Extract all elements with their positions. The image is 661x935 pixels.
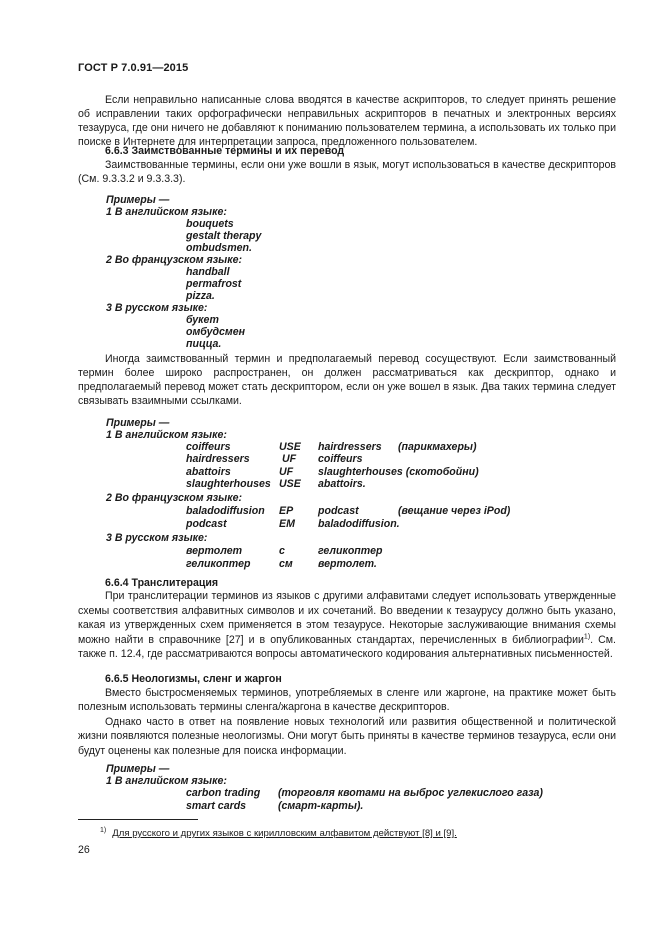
- section-6-6-3-paragraph-1: Заимствованные термины, если они уже вошли в язык, могут использоваться в качестве дескрипторов (См. 9.3.3.2 и 9.3.3.3).: [78, 159, 616, 185]
- example-group-label: 1 В английском языке:: [106, 429, 227, 441]
- example-term: pizza.: [186, 290, 215, 302]
- example-term: gestalt therapy: [186, 230, 262, 242]
- footnote-mark: 1): [100, 826, 107, 834]
- section-6-6-5-heading: 6.6.5 Неологизмы, сленг и жаргон: [105, 673, 282, 685]
- examples-label: Примеры —: [106, 417, 170, 429]
- document-header: ГОСТ Р 7.0.91—2015: [78, 62, 189, 74]
- section-6-6-3-paragraph-2: Иногда заимствованный термин и предполагаемый перевод сосуществуют. Если заимствованный термин более широко распространен, он должен рассматриваться как дескриптор, однако и предполагаемый перевод может стать дескриптором, если он уже вошел в язык. Два таких термина следует связывать взаимными ссылками.: [78, 353, 616, 407]
- section-6-6-5-paragraph-1: Вместо быстросменяемых терминов, употребляемых в сленге или жаргоне, на практике может быть полезным использовать термины сленга/жаргона в качестве дескрипторов.: [78, 687, 616, 714]
- example-group-label: 1 В английском языке:: [106, 206, 227, 218]
- footnote: [100, 827, 457, 841]
- footnote-text: Для русского и других языков с кирилловским алфавитом действуют [8] и [9].: [112, 828, 457, 839]
- example-group-label: 2 Во французском языке:: [106, 254, 243, 266]
- section-6-6-5-paragraph-2: Однако часто в ответ на появление новых технологий или развития общественной и политической жизни появляются полезные неологизмы. Они могут быть приняты в качестве терминов тезауруса, если они будут оценены как полезные для поиска информации.: [78, 716, 616, 757]
- examples-label: Примеры —: [106, 194, 170, 206]
- example-term: ombudsmen.: [186, 242, 252, 254]
- example-term: handball: [186, 266, 230, 278]
- section-6-6-4-paragraph: При транслитерации терминов из языков с другими алфавитами следует использовать утвержденные схемы соответствия алфавитных символов и их сочетаний. Во введении к тезаурусу должно быть указано, какая из утвержденных схем применяется в этом тезаурусе. Некоторые заслуживающие внимания схемы можно найти в справочнике [27] и в опубликованных стандартах, перечисленных в библиографии$^{1)}$. См. также п. 12.4, где рассматриваются вопросы автоматического кодирования альтернативных письменностей.: [78, 590, 616, 661]
- page-number: 26: [78, 844, 90, 856]
- example-term: bouquets: [186, 218, 234, 230]
- example-term: букет: [186, 314, 219, 326]
- example-group-label: 1 В английском языке:: [106, 775, 227, 787]
- examples-label: Примеры —: [106, 763, 170, 775]
- intro-paragraph: Если неправильно написанные слова вводятся в качестве аскрипторов, то следует принять решение об исправлении таких орфографически неправильных аскрипторов в печатных и электронных версиях тезауруса, где они ничего не добавляют к пониманию пользователем термина, а использовать их только при поиске в Интернете для интерпретации запроса, предложенного пользователем.: [78, 94, 616, 148]
- example-group-label: 2 Во французском языке:: [106, 492, 243, 504]
- footnote-divider: [78, 819, 198, 820]
- section-6-6-4-heading: 6.6.4 Транслитерация: [105, 577, 219, 589]
- section-6-6-3-heading: 6.6.3 Заимствованные термины и их перевод: [105, 145, 345, 157]
- footnote-reference: 1): [583, 633, 591, 641]
- example-term: пицца.: [186, 338, 222, 350]
- example-group-label: 3 В русском языке:: [106, 302, 208, 314]
- example-term: омбудсмен: [186, 326, 246, 338]
- example-term: permafrost: [186, 278, 242, 290]
- example-group-label: 3 В русском языке:: [106, 532, 208, 544]
